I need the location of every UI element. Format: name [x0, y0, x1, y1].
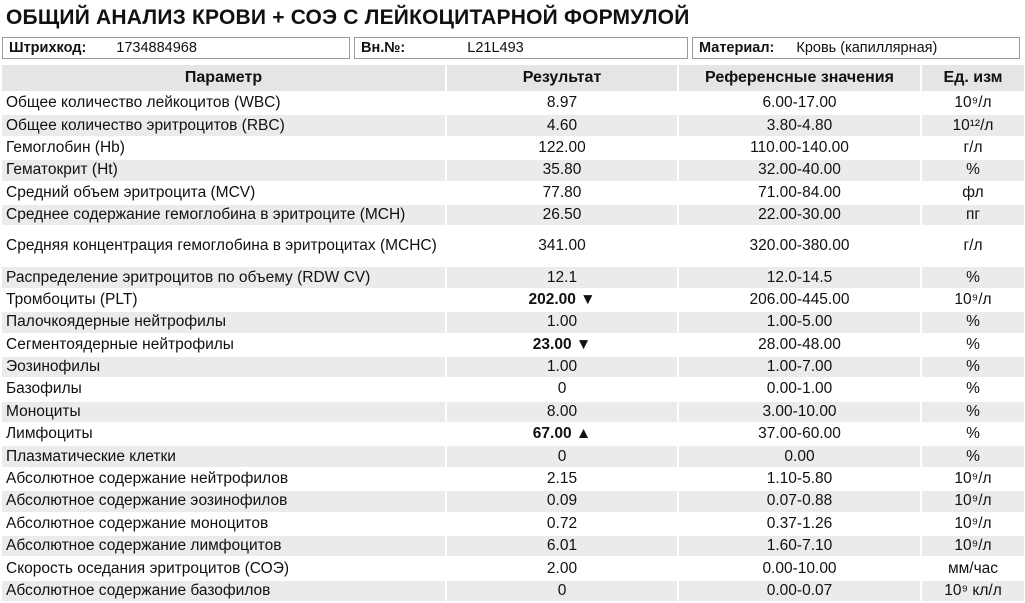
result-column-header: Результат	[447, 65, 679, 91]
result-cell: 1.00	[447, 312, 679, 332]
reference-cell: 320.00-380.00	[679, 227, 922, 265]
internal-number-label: Вн.№:	[361, 40, 406, 56]
reference-cell: 3.00-10.00	[679, 402, 922, 422]
unit-cell: мм/час	[947, 559, 999, 577]
unit-cell: %	[922, 357, 1024, 377]
result-cell: 0	[447, 446, 679, 466]
param-cell: Сегментоядерные нейтрофилы	[2, 335, 447, 355]
table-row	[2, 581, 1024, 601]
param-cell: Общее количество лейкоцитов (WBC)	[2, 93, 447, 113]
table-row	[2, 183, 1024, 203]
table-row	[2, 491, 1024, 511]
barcode-field	[2, 37, 350, 59]
result-cell: 6.01	[447, 536, 679, 556]
barcode-label: Штрихкод:	[9, 40, 87, 56]
result-cell: 26.50	[447, 205, 679, 225]
unit-cell: %	[922, 267, 1024, 287]
unit-cell: %	[966, 335, 980, 353]
unit-cell: 10⁹/л	[922, 491, 1024, 511]
unit-cell: 10⁹/л	[922, 536, 1024, 556]
unit-cell: %	[966, 425, 980, 443]
table-row	[2, 267, 1024, 287]
unit-cell: %	[966, 380, 980, 398]
table-row	[2, 138, 1024, 158]
unit-cell: фл	[962, 183, 984, 201]
table-row	[2, 312, 1024, 332]
param-cell: Лимфоциты	[2, 424, 447, 444]
unit-cell: %	[922, 160, 1024, 180]
unit-cell: г/л	[963, 237, 983, 255]
result-cell: 4.60	[447, 115, 679, 135]
unit-cell: 10⁹/л	[954, 94, 992, 112]
reference-cell: 206.00-445.00	[679, 290, 922, 310]
unit-cell: %	[922, 446, 1024, 466]
reference-cell: 3.80-4.80	[679, 115, 922, 135]
result-cell: 0	[447, 581, 679, 601]
table-row	[2, 115, 1024, 135]
material-label: Материал:	[699, 40, 775, 56]
material-value: Кровь (капиллярная)	[796, 40, 938, 56]
result-cell-flagged: 23.00 ▼	[447, 335, 679, 355]
unit-cell: 10⁹ кл/л	[922, 581, 1024, 601]
reference-column-header: Референсные значения	[679, 65, 922, 91]
unit-column-header: Ед. изм	[922, 65, 1024, 91]
table-row	[2, 446, 1024, 466]
param-cell: Абсолютное содержание моноцитов	[2, 514, 447, 534]
sample-info-bar	[2, 37, 1024, 59]
result-cell-flagged: 67.00 ▲	[447, 424, 679, 444]
table-row	[2, 160, 1024, 180]
result-cell: 12.1	[447, 267, 679, 287]
table-row	[2, 514, 1024, 534]
reference-cell: 22.00-30.00	[679, 205, 922, 225]
param-column-header: Параметр	[2, 65, 447, 91]
table-row	[2, 469, 1024, 489]
param-cell: Распределение эритроцитов по объему (RDW CV)	[2, 267, 447, 287]
reference-cell: 0.00-0.07	[679, 581, 922, 601]
param-cell: Абсолютное содержание нейтрофилов	[2, 469, 447, 489]
unit-cell: 10⁹/л	[954, 514, 992, 532]
internal-number-value: L21L493	[467, 40, 524, 56]
reference-cell: 71.00-84.00	[679, 183, 922, 203]
table-row	[2, 558, 1024, 578]
material-field	[692, 37, 1020, 59]
reference-cell: 1.00-5.00	[679, 312, 922, 332]
reference-cell: 0.07-0.88	[679, 491, 922, 511]
table-row	[2, 205, 1024, 225]
reference-cell: 28.00-48.00	[679, 335, 922, 355]
reference-cell: 12.0-14.5	[679, 267, 922, 287]
unit-cell: 10⁹/л	[954, 470, 992, 488]
unit-cell: %	[922, 402, 1024, 422]
param-cell: Базофилы	[2, 379, 447, 399]
param-cell: Средний объем эритроцита (MCV)	[2, 183, 447, 203]
param-cell: Гематокрит (Ht)	[2, 160, 447, 180]
table-row	[2, 424, 1024, 444]
param-cell: Палочкоядерные нейтрофилы	[2, 312, 447, 332]
result-cell-flagged: 202.00 ▼	[447, 290, 679, 310]
result-cell: 341.00	[447, 227, 679, 265]
result-cell: 122.00	[447, 138, 679, 158]
unit-cell: пг	[922, 205, 1024, 225]
reference-cell: 1.00-7.00	[679, 357, 922, 377]
result-cell: 8.97	[447, 93, 679, 113]
param-cell: Абсолютное содержание лимфоцитов	[2, 536, 447, 556]
result-cell: 35.80	[447, 160, 679, 180]
param-cell: Абсолютное содержание эозинофилов	[2, 491, 447, 511]
unit-cell: 10¹²/л	[922, 115, 1024, 135]
reference-cell: 32.00-40.00	[679, 160, 922, 180]
param-cell: Скорость оседания эритроцитов (СОЭ)	[2, 558, 447, 578]
result-cell: 0.09	[447, 491, 679, 511]
param-cell: Общее количество эритроцитов (RBC)	[2, 115, 447, 135]
result-cell: 0	[447, 379, 679, 399]
param-cell: Плазматические клетки	[2, 446, 447, 466]
table-row	[2, 357, 1024, 377]
param-cell: Среднее содержание гемоглобина в эритроците (MCH)	[2, 205, 447, 225]
reference-cell: 0.00-10.00	[679, 558, 922, 578]
reference-cell: 0.37-1.26	[679, 514, 922, 534]
table-row	[2, 93, 1024, 113]
unit-cell: г/л	[963, 138, 983, 156]
result-cell: 2.00	[447, 558, 679, 578]
param-cell: Абсолютное содержание базофилов	[2, 581, 447, 601]
param-cell: Моноциты	[2, 402, 447, 422]
result-cell: 0.72	[447, 514, 679, 534]
reference-cell: 1.10-5.80	[679, 469, 922, 489]
table-row	[2, 290, 1024, 310]
unit-cell: 10⁹/л	[954, 290, 992, 308]
table-header-row	[2, 65, 1024, 91]
reference-cell: 0.00-1.00	[679, 379, 922, 399]
internal-number-field	[354, 37, 688, 59]
table-row	[2, 379, 1024, 399]
result-cell: 77.80	[447, 183, 679, 203]
param-cell: Средняя концентрация гемоглобина в эритроцитах (MCHC)	[2, 227, 447, 265]
param-cell: Тромбоциты (PLT)	[2, 290, 447, 310]
unit-cell: %	[922, 312, 1024, 332]
reference-cell: 37.00-60.00	[679, 424, 922, 444]
result-cell: 1.00	[447, 357, 679, 377]
result-cell: 8.00	[447, 402, 679, 422]
results-table	[2, 63, 1024, 603]
reference-cell: 6.00-17.00	[679, 93, 922, 113]
table-row	[2, 227, 1024, 265]
table-row	[2, 402, 1024, 422]
reference-cell: 0.00	[679, 446, 922, 466]
reference-cell: 1.60-7.10	[679, 536, 922, 556]
param-cell: Эозинофилы	[2, 357, 447, 377]
param-cell: Гемоглобин (Hb)	[2, 138, 447, 158]
report-title: ОБЩИЙ АНАЛИЗ КРОВИ + СОЭ С ЛЕЙКОЦИТАРНОЙ ФОРМУЛОЙ	[6, 6, 690, 29]
reference-cell: 110.00-140.00	[679, 138, 922, 158]
barcode-value: 1734884968	[116, 40, 197, 56]
table-row	[2, 536, 1024, 556]
table-row	[2, 335, 1024, 355]
result-cell: 2.15	[447, 469, 679, 489]
